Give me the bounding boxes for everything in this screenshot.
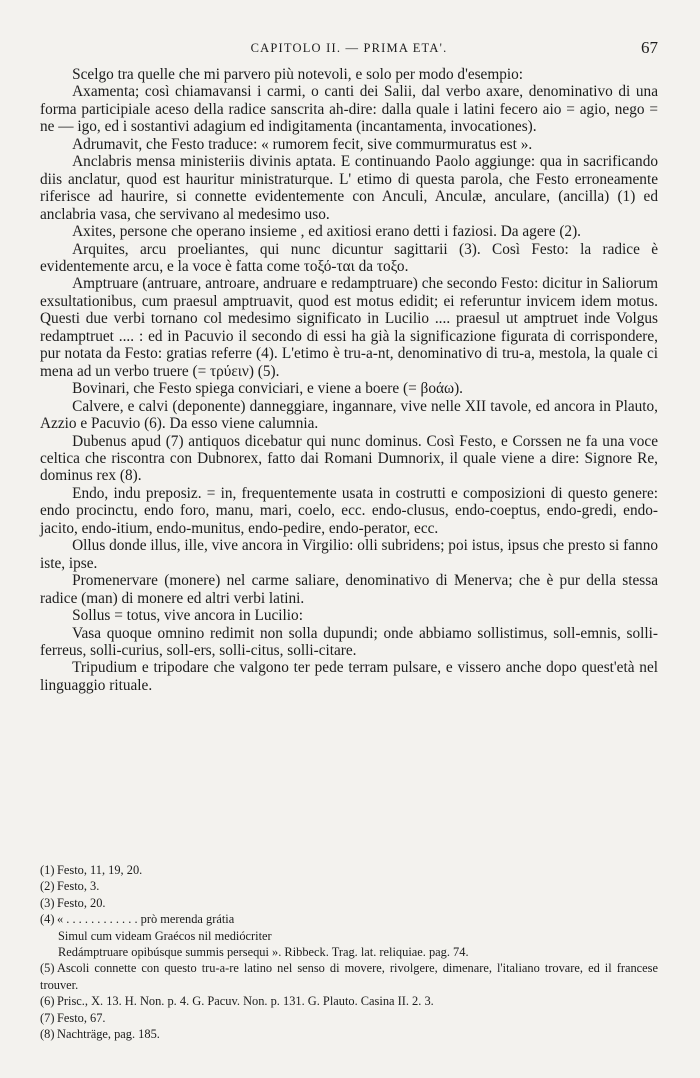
paragraph-axites: Axites, persone che operano insieme , ed axitiosi erano detti i faziosi. Da agere (2). [72, 223, 581, 241]
paragraph-amptruare: Amptruare (antruare, antroare, andruare e redamptruare) che secondo Festo: dicitur in Saliorum exsultationibus, cum praesul amptruavit, quod est motus edidit; ei referuntur invicem idem motus. Questi due verbi tornano col medesimo significato in Lucilio .... praesul ut amptruet inde Volgus redamptruet .... : ed in Pacuvio il secondo di essi ha già la significazione figurata di corrispondere, pur notata da Festo: gratias referre (4). L'etimo è tru-a-nt, denominativo di tru-a, mestola, la quale ci mena ad un verbo truere (= τρύειν) (5). [40, 275, 658, 380]
footnote-text: Ascoli connette con questo tru-a-re latino nel senso di movere, rivolgere, dimenare, l'italiano trovare, ed il francese trouver. [40, 961, 658, 992]
paragraph-sollus-quote: Vasa quoque omnino redimit non solla dupundi; onde abbiamo sollistimus, soll-emnis, solli-ferreus, solli-curius, soll-ers, solli-citus, solli-citare. [40, 624, 658, 659]
footnote-number: (8) [40, 1027, 55, 1042]
footnote-5 [40, 960, 658, 993]
footnote-text: Nachträge, pag. 185. [57, 1027, 160, 1042]
footnote-1 [40, 862, 658, 878]
footnote-2 [40, 878, 658, 894]
page-header [40, 38, 658, 58]
paragraph-ollus: Ollus donde illus, ille, vive ancora in Virgilio: olli subridens; poi istus, ipsus che presto si fanno iste, ipse. [40, 537, 658, 572]
paragraph-dubenus: Dubenus apud (7) antiquos dicebatur qui nunc dominus. Così Festo, e Corssen ne fa una voce celtica che riscontra con Dubnorex, fatto dai Romani Dumnorix, il quale viene a dire: Signore Re, dominus rex (8). [40, 432, 658, 485]
footnote-number: (3) [40, 895, 55, 910]
footnote-number: (7) [40, 1010, 55, 1025]
paragraph-sollus: Sollus = totus, vive ancora in Lucilio: [72, 607, 303, 625]
page-number: 67 [641, 38, 658, 57]
footnote-text: Festo, 3. [57, 879, 100, 894]
paragraph-tripudium: Tripudium e tripodare che valgono ter pede terram pulsare, e vissero anche dopo quest'età nel linguaggio rituale. [40, 659, 658, 694]
footnote-text: Redámptruare opibúsque summis persequi ». Ribbeck. Trag. lat. reliquiae. pag. 74. [58, 945, 469, 960]
footnote-4-verse-2 [40, 928, 658, 944]
paragraph-bovinari: Bovinari, che Festo spiega conviciari, e viene a boere (= βοάω). [72, 380, 463, 398]
footnote-number: (6) [40, 994, 55, 1009]
footnote-text: Simul cum videam Graécos nil mediócriter [58, 928, 272, 943]
footnote-4 [40, 911, 658, 927]
paragraph-endo: Endo, indu preposiz. = in, frequentemente usata in costrutti e composizioni di questo genere: endo procinctu, endo foro, manu, mari, coelo, ecc. endo-clusus, endo-coeptus, endo-gredi, endo-jacito, endo-itium, endo-munitus, endo-pedire, endo-perator, ecc. [40, 484, 658, 537]
footnote-number: (1) [40, 863, 55, 877]
footnote-number: (4) [40, 912, 55, 927]
paragraph-calvere: Calvere, e calvi (deponente) danneggiare, ingannare, vive nelle XII tavole, ed ancora in Plauto, Azzio e Pacuvio (6). Da esso viene calumnia. [40, 397, 658, 433]
footnote-4-verse-3 [40, 944, 658, 960]
paragraph-adrumavit: Adrumavit, che Festo traduce: « rumorem fecit, sive commurmuratus est ». [72, 135, 533, 153]
paragraph-promenervare: Promenervare (monere) nel carme saliare, denominativo di Menerva; che è pur della stessa radice (man) di monere ed altri verbi latini. [40, 572, 658, 607]
footnote-number: (5) [40, 961, 55, 976]
paragraph-intro: Scelgo tra quelle che mi parvero più notevoli, e solo per modo d'esempio: [72, 66, 524, 83]
footnote-7 [40, 1010, 658, 1026]
footnotes [40, 862, 658, 1042]
footnote-8 [40, 1026, 658, 1042]
footnote-text: « . . . . . . . . . . . . prò merenda grátia [57, 912, 235, 927]
paragraph-axamenta: Axamenta; così chiamavansi i carmi, o canti dei Salii, dal verbo axare, denominativo di una forma participiale aceso della radice sanscrita ah-dire: dalla quale i latini fecero aio = agio, nego = ne — igo, ed i sostantivi adagium ed indigitamenta (incantamenta, invocationes). [40, 83, 658, 136]
footnote-text: Festo, 20. [57, 895, 106, 910]
footnote-number: (2) [40, 879, 55, 894]
paragraph-anclabris: Anclabris mensa ministeriis divinis aptata. E continuando Paolo aggiunge: qua in sacrificando diis anclatur, quod est hauritur ministraturque. L' etimo di questa parola, che Festo erroneamente riferisce ad haurire, si connette evidentemente con Anculi, Anculæ, anculare, (ancilla) (1) ed anclabria vasa, che servivano al medesimo uso. [40, 153, 658, 223]
footnote-text: Festo, 11, 19, 20. [57, 863, 143, 877]
footnote-text: Festo, 67. [57, 1010, 106, 1025]
footnote-6 [40, 993, 658, 1009]
footnote-text: Prisc., X. 13. H. Non. p. 4. G. Pacuv. Non. p. 131. G. Plauto. Casina II. 2. 3. [57, 994, 434, 1009]
paragraph-arquites: Arquites, arcu proeliantes, qui nunc dicuntur sagittarii (3). Così Festo: la radice è evidentemente arcu, e la voce è fatta come τοξό-ται da τοξο. [40, 240, 658, 275]
footnote-3 [40, 895, 658, 911]
running-head: CAPITOLO II. — PRIMA ETA'. [250, 41, 448, 55]
body-text [40, 66, 658, 694]
